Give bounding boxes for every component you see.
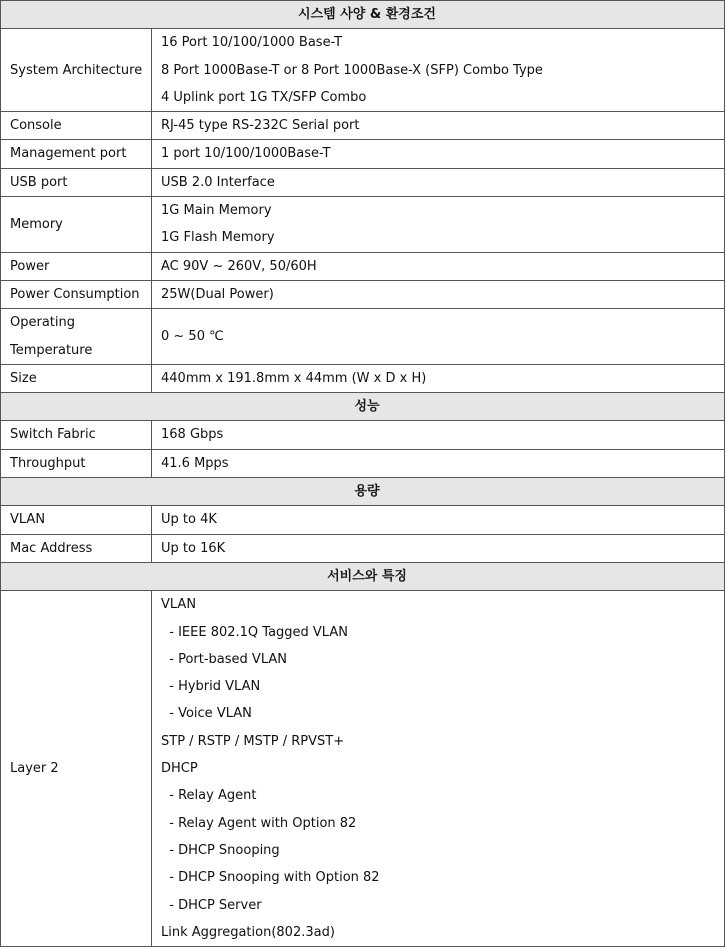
section-header-row — [1, 393, 725, 421]
spec-label-line: Throughput — [10, 455, 86, 471]
spec-value-line: 1 port 10/100/1000Base-T — [161, 146, 331, 162]
spec-label — [1, 168, 152, 196]
spec-value-line: 1G Main Memory — [161, 203, 272, 219]
spec-value-line: 8 Port 1000Base-T or 8 Port 1000Base-X (SFP) Combo Type — [161, 62, 543, 78]
spec-value-line: STP / RSTP / MSTP / RPVST+ — [161, 733, 345, 749]
spec-value-line: - DHCP Snooping — [161, 842, 280, 858]
spec-label — [1, 112, 152, 140]
spec-label-line: Memory — [10, 216, 63, 232]
spec-label-line: Management port — [10, 146, 127, 162]
spec-label-line: Power — [10, 258, 50, 274]
spec-value-line: Link Aggregation(802.3ad) — [161, 924, 335, 940]
spec-row — [1, 506, 725, 534]
spec-value-line: - Port-based VLAN — [161, 651, 287, 667]
spec-row — [1, 591, 725, 947]
spec-label-line: Size — [10, 370, 37, 386]
spec-row — [1, 168, 725, 196]
spec-label — [1, 421, 152, 449]
section-header-row — [1, 1, 725, 29]
spec-label — [1, 506, 152, 534]
spec-value-line: USB 2.0 Interface — [161, 174, 275, 190]
spec-row — [1, 449, 725, 477]
spec-row — [1, 280, 725, 308]
spec-value — [152, 591, 725, 947]
spec-label — [1, 280, 152, 308]
spec-label — [1, 309, 152, 365]
spec-value — [152, 140, 725, 168]
spec-value-line: - Relay Agent with Option 82 — [161, 815, 357, 831]
section-header-row — [1, 478, 725, 506]
spec-row — [1, 252, 725, 280]
spec-row — [1, 140, 725, 168]
spec-label-line: Console — [10, 118, 62, 134]
section-title: 용량 — [1, 478, 725, 506]
spec-value — [152, 364, 725, 392]
spec-row — [1, 309, 725, 365]
spec-value-line: - IEEE 802.1Q Tagged VLAN — [161, 624, 348, 640]
spec-label-line: Operating — [10, 315, 75, 331]
section-title: 시스템 사양 & 환경조건 — [1, 1, 725, 29]
spec-row — [1, 534, 725, 562]
spec-value-line: Up to 16K — [161, 540, 226, 556]
spec-value — [152, 197, 725, 253]
spec-value-line: 16 Port 10/100/1000 Base-T — [161, 35, 343, 51]
spec-value-line: 41.6 Mpps — [161, 455, 229, 471]
spec-value-line: 4 Uplink port 1G TX/SFP Combo — [161, 89, 367, 105]
spec-label-line: Switch Fabric — [10, 427, 96, 443]
spec-value-line: 25W(Dual Power) — [161, 286, 274, 302]
spec-value — [152, 421, 725, 449]
section-header-row — [1, 562, 725, 590]
spec-label-line: System Architecture — [10, 62, 143, 78]
spec-value-line: 0 ~ 50 ℃ — [161, 328, 224, 344]
spec-label-line: Layer 2 — [10, 761, 59, 777]
spec-table-body — [1, 1, 725, 947]
spec-label-line: VLAN — [10, 512, 46, 528]
spec-value — [152, 309, 725, 365]
spec-value — [152, 29, 725, 112]
spec-label — [1, 140, 152, 168]
spec-label — [1, 534, 152, 562]
section-title: 서비스와 특징 — [1, 562, 725, 590]
spec-value-line: VLAN — [161, 597, 197, 613]
spec-value — [152, 112, 725, 140]
spec-label-line: Power Consumption — [10, 286, 140, 302]
spec-value-line: Up to 4K — [161, 512, 217, 528]
spec-value-line: 440mm x 191.8mm x 44mm (W x D x H) — [161, 370, 427, 386]
spec-label — [1, 364, 152, 392]
spec-value — [152, 252, 725, 280]
spec-value — [152, 168, 725, 196]
spec-value — [152, 506, 725, 534]
spec-label-line: Mac Address — [10, 540, 93, 556]
spec-label — [1, 197, 152, 253]
spec-row — [1, 421, 725, 449]
spec-value-line: DHCP — [161, 761, 198, 777]
spec-value-line: 168 Gbps — [161, 427, 224, 443]
spec-value-line: - DHCP Snooping with Option 82 — [161, 870, 380, 886]
spec-label — [1, 591, 152, 947]
spec-value-line: RJ-45 type RS-232C Serial port — [161, 118, 360, 134]
spec-row — [1, 197, 725, 253]
spec-label-line: Temperature — [10, 342, 93, 358]
spec-value-line: - Hybrid VLAN — [161, 679, 261, 695]
spec-value-line: - Voice VLAN — [161, 706, 252, 722]
spec-label — [1, 449, 152, 477]
spec-value — [152, 534, 725, 562]
spec-value-line: AC 90V ~ 260V, 50/60H — [161, 258, 317, 274]
spec-value-line: - DHCP Server — [161, 897, 262, 913]
spec-label — [1, 252, 152, 280]
section-title: 성능 — [1, 393, 725, 421]
spec-label — [1, 29, 152, 112]
spec-value — [152, 280, 725, 308]
spec-row — [1, 29, 725, 112]
spec-value-line: - Relay Agent — [161, 788, 257, 804]
spec-label-line: USB port — [10, 174, 68, 190]
spec-row — [1, 112, 725, 140]
spec-value-line: 1G Flash Memory — [161, 230, 275, 246]
spec-value — [152, 449, 725, 477]
spec-row — [1, 364, 725, 392]
